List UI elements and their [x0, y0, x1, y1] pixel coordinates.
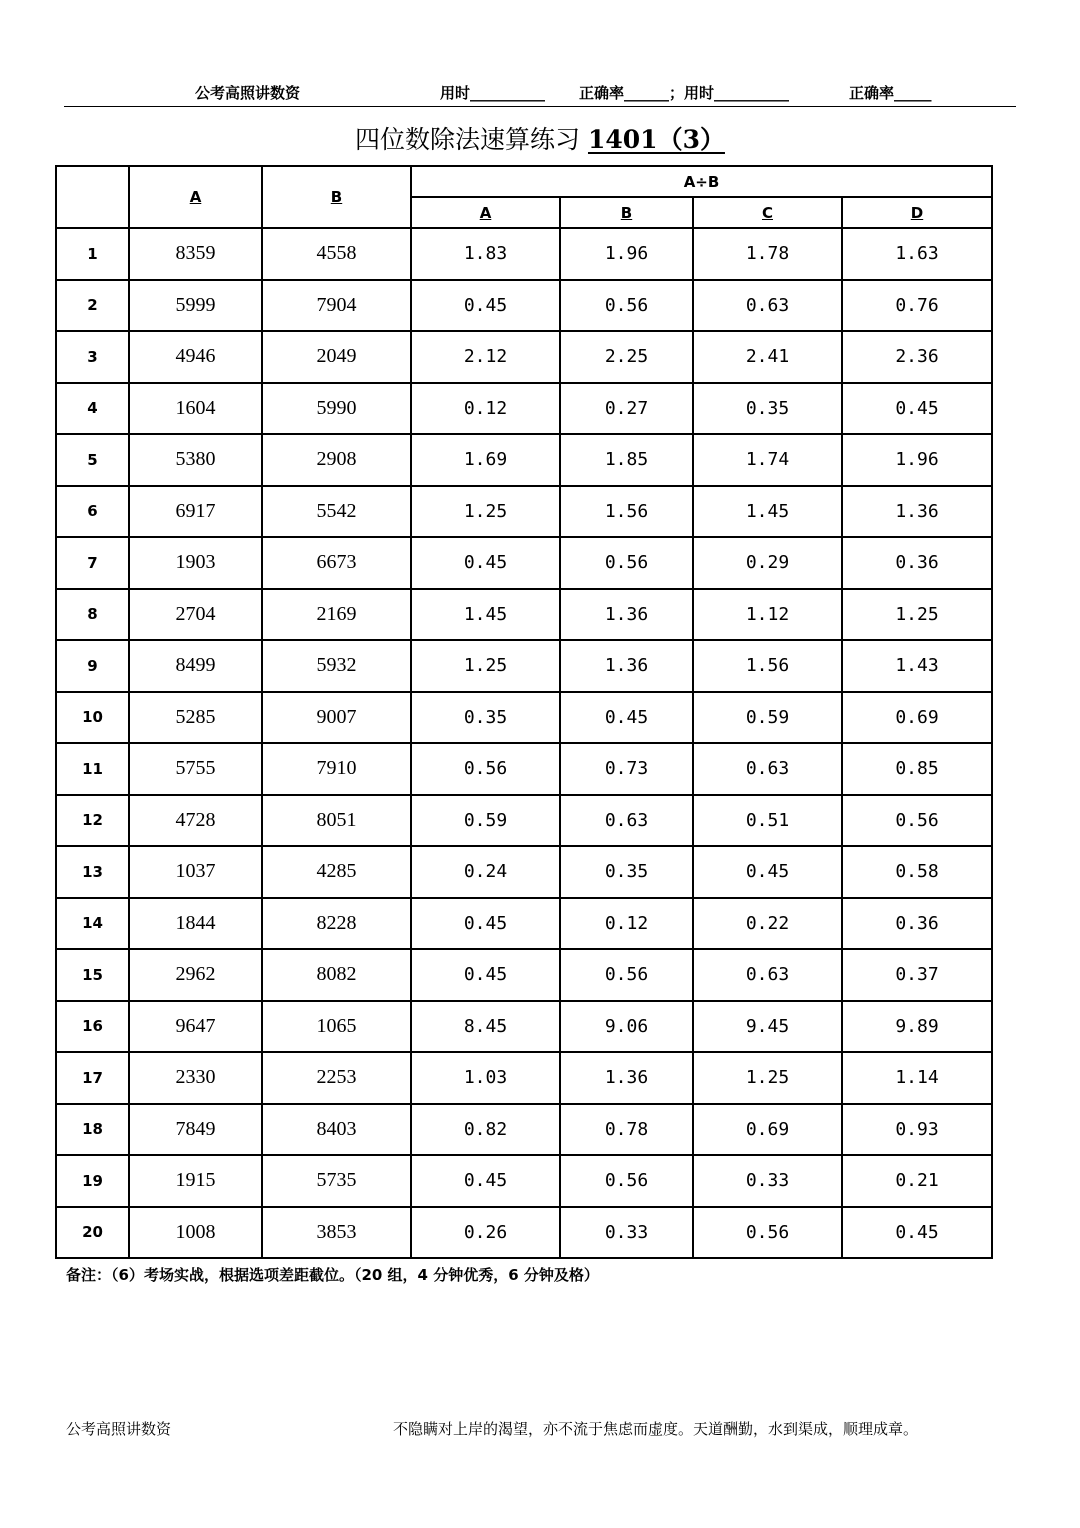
title-text: 四位数除法速算练习 [355, 125, 581, 154]
table-row [56, 1052, 992, 1104]
value-a: 8499 [129, 640, 262, 692]
option-b: 0.33 [560, 1207, 693, 1259]
value-a: 4946 [129, 331, 262, 383]
option-b: 1.85 [560, 434, 693, 486]
option-c: 0.69 [693, 1104, 842, 1156]
value-b: 5932 [262, 640, 411, 692]
header-option-a: A [411, 197, 560, 228]
value-a: 2704 [129, 589, 262, 641]
value-a: 1604 [129, 383, 262, 435]
option-c: 0.56 [693, 1207, 842, 1259]
option-a: 0.35 [411, 692, 560, 744]
option-c: 0.22 [693, 898, 842, 950]
row-index: 8 [56, 589, 129, 641]
page-header [64, 80, 1016, 107]
value-a: 8359 [129, 228, 262, 280]
row-index: 16 [56, 1001, 129, 1053]
value-b: 2253 [262, 1052, 411, 1104]
option-d: 0.36 [842, 898, 992, 950]
table-row [56, 640, 992, 692]
value-b: 4558 [262, 228, 411, 280]
option-b: 0.56 [560, 1155, 693, 1207]
option-c: 1.78 [693, 228, 842, 280]
option-a: 0.12 [411, 383, 560, 435]
value-a: 1903 [129, 537, 262, 589]
option-d: 0.58 [842, 846, 992, 898]
row-index: 2 [56, 280, 129, 332]
header-option-c: C [693, 197, 842, 228]
value-a: 5380 [129, 434, 262, 486]
option-b: 0.27 [560, 383, 693, 435]
option-b: 0.45 [560, 692, 693, 744]
option-d: 9.89 [842, 1001, 992, 1053]
option-d: 2.36 [842, 331, 992, 383]
value-a: 9647 [129, 1001, 262, 1053]
table-row [56, 1104, 992, 1156]
header-group: A÷B [411, 166, 992, 197]
option-d: 1.63 [842, 228, 992, 280]
table-row [56, 280, 992, 332]
table-row [56, 434, 992, 486]
option-d: 1.43 [842, 640, 992, 692]
table-row [56, 486, 992, 538]
option-d: 0.21 [842, 1155, 992, 1207]
table-row [56, 383, 992, 435]
table-row [56, 795, 992, 847]
option-d: 0.56 [842, 795, 992, 847]
option-b: 9.06 [560, 1001, 693, 1053]
option-b: 0.35 [560, 846, 693, 898]
option-a: 0.45 [411, 898, 560, 950]
value-b: 8403 [262, 1104, 411, 1156]
option-c: 2.41 [693, 331, 842, 383]
note: 备注：（6）考场实战，根据选项差距截位。（20 组，4 分钟优秀，6 分钟及格） [66, 1266, 599, 1284]
option-d: 0.93 [842, 1104, 992, 1156]
option-b: 1.36 [560, 589, 693, 641]
row-index: 10 [56, 692, 129, 744]
option-a: 0.45 [411, 949, 560, 1001]
value-b: 9007 [262, 692, 411, 744]
option-d: 0.69 [842, 692, 992, 744]
value-b: 5542 [262, 486, 411, 538]
row-index: 20 [56, 1207, 129, 1259]
option-c: 1.45 [693, 486, 842, 538]
option-c: 0.63 [693, 949, 842, 1001]
value-a: 7849 [129, 1104, 262, 1156]
row-index: 18 [56, 1104, 129, 1156]
option-c: 0.33 [693, 1155, 842, 1207]
value-b: 2908 [262, 434, 411, 486]
value-a: 5999 [129, 280, 262, 332]
option-a: 0.26 [411, 1207, 560, 1259]
option-a: 0.82 [411, 1104, 560, 1156]
option-a: 0.45 [411, 280, 560, 332]
value-b: 5735 [262, 1155, 411, 1207]
value-a: 1037 [129, 846, 262, 898]
table-row [56, 1001, 992, 1053]
header-col-a: A [129, 166, 262, 228]
row-index: 6 [56, 486, 129, 538]
option-a: 1.83 [411, 228, 560, 280]
value-a: 2330 [129, 1052, 262, 1104]
table-row [56, 331, 992, 383]
option-c: 0.51 [693, 795, 842, 847]
table-row [56, 228, 992, 280]
value-b: 2169 [262, 589, 411, 641]
footer-motto: 不隐瞒对上岸的渴望，亦不流于焦虑而虚度。天道酬勤，水到渠成，顺理成章。 [393, 1420, 919, 1438]
option-c: 1.25 [693, 1052, 842, 1104]
option-b: 0.56 [560, 949, 693, 1001]
option-c: 0.63 [693, 280, 842, 332]
option-b: 1.36 [560, 640, 693, 692]
table-row [56, 743, 992, 795]
option-c: 1.74 [693, 434, 842, 486]
row-index: 14 [56, 898, 129, 950]
row-index: 5 [56, 434, 129, 486]
table-row [56, 537, 992, 589]
option-b: 0.56 [560, 280, 693, 332]
table-row [56, 589, 992, 641]
option-c: 0.59 [693, 692, 842, 744]
option-b: 1.56 [560, 486, 693, 538]
value-a: 4728 [129, 795, 262, 847]
option-a: 2.12 [411, 331, 560, 383]
row-index: 7 [56, 537, 129, 589]
footer-brand: 公考高照讲数资 [66, 1420, 172, 1438]
option-b: 1.96 [560, 228, 693, 280]
table-row [56, 898, 992, 950]
row-index: 4 [56, 383, 129, 435]
option-b: 0.63 [560, 795, 693, 847]
option-d: 0.36 [842, 537, 992, 589]
option-d: 0.85 [842, 743, 992, 795]
table-row [56, 846, 992, 898]
value-b: 8082 [262, 949, 411, 1001]
option-d: 1.96 [842, 434, 992, 486]
row-index: 11 [56, 743, 129, 795]
option-c: 1.56 [693, 640, 842, 692]
value-a: 5755 [129, 743, 262, 795]
row-index: 1 [56, 228, 129, 280]
option-a: 1.69 [411, 434, 560, 486]
option-a: 0.56 [411, 743, 560, 795]
option-b: 2.25 [560, 331, 693, 383]
table-row [56, 692, 992, 744]
option-b: 0.73 [560, 743, 693, 795]
option-a: 0.59 [411, 795, 560, 847]
option-d: 1.36 [842, 486, 992, 538]
value-b: 7910 [262, 743, 411, 795]
row-index: 3 [56, 331, 129, 383]
page-title [0, 120, 1080, 156]
option-d: 1.14 [842, 1052, 992, 1104]
option-d: 0.45 [842, 1207, 992, 1259]
table-row [56, 1207, 992, 1259]
value-a: 5285 [129, 692, 262, 744]
option-a: 1.45 [411, 589, 560, 641]
title-number: 1401（3） [587, 125, 725, 154]
option-a: 0.45 [411, 537, 560, 589]
option-a: 1.03 [411, 1052, 560, 1104]
header-brand: 公考高照讲数资 [195, 84, 301, 102]
row-index: 15 [56, 949, 129, 1001]
option-a: 1.25 [411, 486, 560, 538]
row-index: 19 [56, 1155, 129, 1207]
header-accuracy-2: 正确率_____ [849, 84, 932, 102]
option-d: 0.76 [842, 280, 992, 332]
option-c: 9.45 [693, 1001, 842, 1053]
option-a: 0.24 [411, 846, 560, 898]
option-a: 1.25 [411, 640, 560, 692]
value-a: 1844 [129, 898, 262, 950]
value-a: 1008 [129, 1207, 262, 1259]
value-b: 2049 [262, 331, 411, 383]
option-d: 0.37 [842, 949, 992, 1001]
value-b: 6673 [262, 537, 411, 589]
header-index-cell [56, 166, 129, 228]
row-index: 12 [56, 795, 129, 847]
option-d: 0.45 [842, 383, 992, 435]
option-b: 1.36 [560, 1052, 693, 1104]
option-b: 0.78 [560, 1104, 693, 1156]
value-b: 4285 [262, 846, 411, 898]
option-c: 0.63 [693, 743, 842, 795]
value-a: 6917 [129, 486, 262, 538]
header-accuracy-1: 正确率______；用时__________ [579, 84, 790, 102]
header-option-d: D [842, 197, 992, 228]
value-b: 8051 [262, 795, 411, 847]
value-b: 7904 [262, 280, 411, 332]
value-b: 8228 [262, 898, 411, 950]
row-index: 9 [56, 640, 129, 692]
header-col-b: B [262, 166, 411, 228]
row-index: 13 [56, 846, 129, 898]
option-d: 1.25 [842, 589, 992, 641]
option-b: 0.56 [560, 537, 693, 589]
option-a: 0.45 [411, 1155, 560, 1207]
option-c: 1.12 [693, 589, 842, 641]
option-c: 0.29 [693, 537, 842, 589]
practice-table [55, 165, 993, 1259]
value-b: 5990 [262, 383, 411, 435]
table-row [56, 1155, 992, 1207]
row-index: 17 [56, 1052, 129, 1104]
option-c: 0.35 [693, 383, 842, 435]
value-b: 1065 [262, 1001, 411, 1053]
header-time-1: 用时__________ [440, 84, 546, 102]
option-c: 0.45 [693, 846, 842, 898]
header-option-b: B [560, 197, 693, 228]
option-b: 0.12 [560, 898, 693, 950]
value-a: 1915 [129, 1155, 262, 1207]
option-a: 8.45 [411, 1001, 560, 1053]
value-a: 2962 [129, 949, 262, 1001]
table-row [56, 949, 992, 1001]
value-b: 3853 [262, 1207, 411, 1259]
